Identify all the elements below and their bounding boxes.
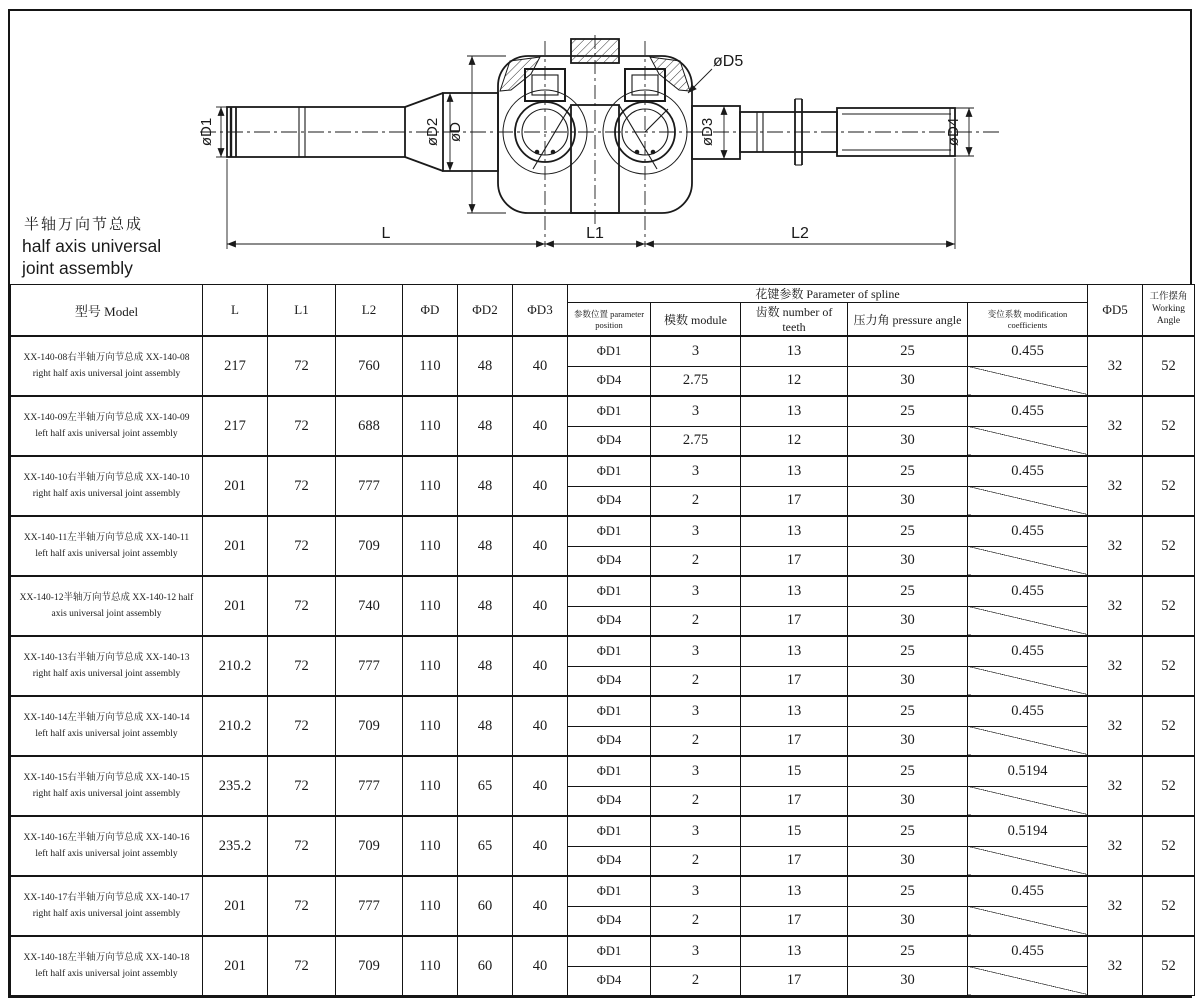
cell-d5: 32 [1088, 936, 1143, 996]
cell-module: 3 [651, 696, 741, 726]
cell-L2: 777 [336, 636, 403, 696]
cell-L1: 72 [268, 696, 336, 756]
cell-teeth: 13 [741, 576, 848, 606]
slash-cell [968, 366, 1088, 396]
cell-teeth: 17 [741, 546, 848, 576]
cell-modification: 0.455 [968, 936, 1088, 966]
cell-pressure-angle: 30 [848, 846, 968, 876]
cell-teeth: 13 [741, 696, 848, 726]
cell-d: 110 [403, 816, 458, 876]
cell-working-angle: 52 [1143, 576, 1195, 636]
cell-modification: 0.5194 [968, 816, 1088, 846]
model-cn: XX-140-14左半轴万向节总成 [23, 712, 144, 723]
slash-cell [968, 966, 1088, 996]
model-en: XX-140-12 half axis universal joint assembly [51, 592, 194, 619]
assembly-title-en1: half axis universal [22, 236, 162, 256]
cell-pressure-angle: 25 [848, 456, 968, 486]
table-row [11, 456, 1195, 486]
cell-teeth: 13 [741, 456, 848, 486]
cell-working-angle: 52 [1143, 876, 1195, 936]
cell-working-angle: 52 [1143, 756, 1195, 816]
slash-cell [968, 846, 1088, 876]
cell-module: 2 [651, 726, 741, 756]
cell-L1: 72 [268, 876, 336, 936]
slash-cell [968, 486, 1088, 516]
model-cell [11, 696, 203, 756]
model-cell [11, 336, 203, 396]
cell-d3: 40 [513, 696, 568, 756]
table-row [11, 576, 1195, 606]
slash-cell [968, 546, 1088, 576]
cell-spline-position: ΦD1 [568, 576, 651, 606]
cell-d2: 48 [458, 456, 513, 516]
col-model: 型号 Model [11, 285, 203, 337]
title-block [21, 215, 161, 278]
table-row [11, 816, 1195, 846]
model-cell [11, 516, 203, 576]
sheet-frame [8, 9, 1192, 998]
cell-pressure-angle: 30 [848, 966, 968, 996]
model-en: XX-140-08 right half axis universal joint assembly [32, 352, 190, 379]
cell-teeth: 17 [741, 966, 848, 996]
cell-d2: 65 [458, 756, 513, 816]
cell-d2: 48 [458, 696, 513, 756]
cell-d3: 40 [513, 336, 568, 396]
col-L1: L1 [268, 285, 336, 337]
cell-pressure-angle: 25 [848, 396, 968, 426]
cell-working-angle: 52 [1143, 936, 1195, 996]
cell-L2: 709 [336, 816, 403, 876]
d5-label: øD5 [713, 53, 744, 70]
cell-d2: 48 [458, 396, 513, 456]
cell-module: 2 [651, 546, 741, 576]
cell-module: 3 [651, 936, 741, 966]
cell-module: 2.75 [651, 426, 741, 456]
col-param-position: 参数位置 parameter position [568, 303, 651, 337]
cell-d: 110 [403, 576, 458, 636]
cell-L: 217 [203, 396, 268, 456]
cell-module: 2 [651, 906, 741, 936]
cell-spline-position: ΦD1 [568, 516, 651, 546]
model-cell [11, 576, 203, 636]
cell-teeth: 17 [741, 786, 848, 816]
cell-module: 2 [651, 846, 741, 876]
slash-cell [968, 426, 1088, 456]
cell-spline-position: ΦD4 [568, 426, 651, 456]
cell-d5: 32 [1088, 456, 1143, 516]
table-row [11, 756, 1195, 786]
cell-d5: 32 [1088, 876, 1143, 936]
cell-teeth: 15 [741, 816, 848, 846]
model-cell [11, 396, 203, 456]
cell-d: 110 [403, 876, 458, 936]
cell-d5: 32 [1088, 696, 1143, 756]
cell-d: 110 [403, 456, 458, 516]
cell-L: 201 [203, 516, 268, 576]
cell-d3: 40 [513, 396, 568, 456]
cell-L: 235.2 [203, 816, 268, 876]
cell-d5: 32 [1088, 816, 1143, 876]
cell-pressure-angle: 30 [848, 366, 968, 396]
cell-spline-position: ΦD4 [568, 786, 651, 816]
d1-label: øD1 [198, 117, 215, 147]
cell-teeth: 12 [741, 426, 848, 456]
cell-L: 201 [203, 576, 268, 636]
model-cn: XX-140-11左半轴万向节总成 [23, 532, 144, 543]
cell-spline-position: ΦD1 [568, 456, 651, 486]
cell-d5: 32 [1088, 396, 1143, 456]
L-label: L [381, 225, 391, 242]
cell-d3: 40 [513, 876, 568, 936]
cell-L1: 72 [268, 516, 336, 576]
cell-d5: 32 [1088, 636, 1143, 696]
col-module: 模数 module [651, 303, 741, 337]
cell-module: 3 [651, 456, 741, 486]
cell-L2: 777 [336, 456, 403, 516]
cell-d3: 40 [513, 636, 568, 696]
model-cell [11, 816, 203, 876]
d-dimension [467, 56, 506, 213]
slash-cell [968, 906, 1088, 936]
model-en: XX-140-18 left half axis universal joint assembly [35, 952, 190, 979]
cell-module: 2 [651, 786, 741, 816]
assembly-title-cn: 半轴万向节总成 [24, 216, 144, 233]
model-cn: XX-140-10右半轴万向节总成 [23, 472, 144, 483]
col-working-angle [1143, 285, 1195, 337]
cell-d3: 40 [513, 816, 568, 876]
cell-module: 2 [651, 606, 741, 636]
cell-module: 3 [651, 636, 741, 666]
cell-d3: 40 [513, 756, 568, 816]
cell-pressure-angle: 30 [848, 726, 968, 756]
working-angle-cn: 工作摆角 [1149, 292, 1188, 303]
cell-d5: 32 [1088, 756, 1143, 816]
cell-teeth: 13 [741, 516, 848, 546]
model-en: XX-140-17 right half axis universal joint assembly [32, 892, 190, 919]
cell-d2: 60 [458, 936, 513, 996]
cell-modification: 0.455 [968, 396, 1088, 426]
cell-module: 2 [651, 666, 741, 696]
cell-teeth: 13 [741, 336, 848, 366]
col-d2: ΦD2 [458, 285, 513, 337]
model-cell [11, 876, 203, 936]
cell-L2: 777 [336, 876, 403, 936]
cell-teeth: 13 [741, 396, 848, 426]
cell-L2: 709 [336, 516, 403, 576]
slash-cell [968, 726, 1088, 756]
cell-modification: 0.455 [968, 336, 1088, 366]
model-en: XX-140-11 left half axis universal joint assembly [35, 532, 190, 559]
cell-d: 110 [403, 396, 458, 456]
cell-d: 110 [403, 696, 458, 756]
cell-pressure-angle: 25 [848, 636, 968, 666]
cell-L1: 72 [268, 756, 336, 816]
cell-pressure-angle: 25 [848, 756, 968, 786]
cell-spline-position: ΦD4 [568, 366, 651, 396]
cell-pressure-angle: 25 [848, 696, 968, 726]
cell-L: 210.2 [203, 696, 268, 756]
cell-L2: 777 [336, 756, 403, 816]
cell-spline-position: ΦD4 [568, 846, 651, 876]
cell-module: 3 [651, 756, 741, 786]
cell-teeth: 15 [741, 756, 848, 786]
cell-module: 2.75 [651, 366, 741, 396]
cell-d5: 32 [1088, 336, 1143, 396]
cell-pressure-angle: 25 [848, 816, 968, 846]
cell-spline-position: ΦD4 [568, 606, 651, 636]
model-en: XX-140-14 left half axis universal joint assembly [35, 712, 190, 739]
cell-modification: 0.455 [968, 456, 1088, 486]
cell-working-angle: 52 [1143, 636, 1195, 696]
model-cn: XX-140-08右半轴万向节总成 [23, 352, 144, 363]
cell-d: 110 [403, 936, 458, 996]
cell-L: 210.2 [203, 636, 268, 696]
slash-cell [968, 666, 1088, 696]
spline-group-header: 花键参数 Parameter of spline [568, 285, 1088, 303]
cell-spline-position: ΦD4 [568, 966, 651, 996]
cell-module: 2 [651, 486, 741, 516]
cell-pressure-angle: 25 [848, 576, 968, 606]
model-en: XX-140-09 left half axis universal joint assembly [35, 412, 190, 439]
model-en: XX-140-16 left half axis universal joint assembly [35, 832, 190, 859]
cell-spline-position: ΦD1 [568, 336, 651, 366]
cell-module: 3 [651, 576, 741, 606]
cell-spline-position: ΦD4 [568, 906, 651, 936]
cell-modification: 0.5194 [968, 756, 1088, 786]
table-row [11, 696, 1195, 726]
cell-module: 2 [651, 966, 741, 996]
cell-pressure-angle: 25 [848, 876, 968, 906]
cell-modification: 0.455 [968, 636, 1088, 666]
cell-d3: 40 [513, 936, 568, 996]
col-teeth: 齿数 number of teeth [741, 303, 848, 337]
spec-table-body [11, 336, 1195, 996]
cell-modification: 0.455 [968, 516, 1088, 546]
cell-L2: 740 [336, 576, 403, 636]
cell-L2: 709 [336, 696, 403, 756]
working-angle-en: Working Angle [1152, 304, 1186, 326]
cell-module: 3 [651, 396, 741, 426]
model-cn: XX-140-09左半轴万向节总成 [23, 412, 144, 423]
cell-L1: 72 [268, 456, 336, 516]
cell-d3: 40 [513, 456, 568, 516]
cell-pressure-angle: 30 [848, 426, 968, 456]
col-modification: 变位系数 modification coefficients [968, 303, 1088, 337]
cell-spline-position: ΦD1 [568, 756, 651, 786]
cell-d2: 60 [458, 876, 513, 936]
assembly-title-en2: joint assembly [22, 258, 133, 278]
cell-pressure-angle: 25 [848, 516, 968, 546]
L1-label: L1 [586, 225, 604, 242]
cell-L: 201 [203, 936, 268, 996]
cell-pressure-angle: 30 [848, 546, 968, 576]
cell-d3: 40 [513, 576, 568, 636]
cell-d5: 32 [1088, 576, 1143, 636]
cell-working-angle: 52 [1143, 396, 1195, 456]
col-pressure-angle: 压力角 pressure angle [848, 303, 968, 337]
cell-pressure-angle: 30 [848, 486, 968, 516]
table-row [11, 876, 1195, 906]
cell-spline-position: ΦD1 [568, 696, 651, 726]
cell-spline-position: ΦD4 [568, 666, 651, 696]
cell-L1: 72 [268, 636, 336, 696]
cell-teeth: 13 [741, 876, 848, 906]
cell-module: 3 [651, 336, 741, 366]
cell-d: 110 [403, 756, 458, 816]
d4-label: øD4 [945, 117, 962, 147]
cell-L1: 72 [268, 336, 336, 396]
cell-L1: 72 [268, 396, 336, 456]
cell-d2: 48 [458, 636, 513, 696]
cell-pressure-angle: 25 [848, 336, 968, 366]
slash-cell [968, 606, 1088, 636]
spec-table [10, 284, 1195, 996]
cell-spline-position: ΦD1 [568, 876, 651, 906]
table-row [11, 636, 1195, 666]
d-label: øD [447, 122, 464, 142]
cell-teeth: 17 [741, 606, 848, 636]
col-d: ΦD [403, 285, 458, 337]
cell-L1: 72 [268, 936, 336, 996]
cell-L: 201 [203, 876, 268, 936]
cell-teeth: 17 [741, 906, 848, 936]
cell-L: 217 [203, 336, 268, 396]
cell-modification: 0.455 [968, 876, 1088, 906]
cell-teeth: 17 [741, 666, 848, 696]
cell-d5: 32 [1088, 516, 1143, 576]
cell-module: 3 [651, 876, 741, 906]
table-row [11, 396, 1195, 426]
cell-working-angle: 52 [1143, 456, 1195, 516]
d3-label: øD3 [699, 117, 716, 147]
cell-d2: 48 [458, 516, 513, 576]
cell-pressure-angle: 30 [848, 786, 968, 816]
col-L: L [203, 285, 268, 337]
cell-spline-position: ΦD1 [568, 396, 651, 426]
cell-L: 235.2 [203, 756, 268, 816]
header-group-row [11, 285, 1195, 303]
col-d3: ΦD3 [513, 285, 568, 337]
table-row [11, 936, 1195, 966]
table-row [11, 516, 1195, 546]
cell-module: 3 [651, 516, 741, 546]
model-cn: XX-140-18左半轴万向节总成 [23, 952, 144, 963]
cell-teeth: 17 [741, 726, 848, 756]
cell-d2: 48 [458, 336, 513, 396]
cell-d: 110 [403, 636, 458, 696]
model-en: XX-140-10 right half axis universal joint assembly [32, 472, 190, 499]
model-cell [11, 936, 203, 996]
L2-label: L2 [791, 225, 809, 242]
cell-working-angle: 52 [1143, 696, 1195, 756]
assembly-drawing [10, 11, 1194, 284]
cell-d2: 65 [458, 816, 513, 876]
cell-d3: 40 [513, 516, 568, 576]
cell-L1: 72 [268, 576, 336, 636]
cell-working-angle: 52 [1143, 516, 1195, 576]
model-cn: XX-140-13右半轴万向节总成 [23, 652, 144, 663]
cell-pressure-angle: 30 [848, 606, 968, 636]
cell-modification: 0.455 [968, 576, 1088, 606]
cell-d: 110 [403, 516, 458, 576]
cell-teeth: 13 [741, 636, 848, 666]
cell-working-angle: 52 [1143, 336, 1195, 396]
cell-pressure-angle: 25 [848, 936, 968, 966]
cell-pressure-angle: 30 [848, 906, 968, 936]
cell-spline-position: ΦD1 [568, 936, 651, 966]
cell-module: 3 [651, 816, 741, 846]
model-cn: XX-140-16左半轴万向节总成 [23, 832, 144, 843]
model-en: XX-140-15 right half axis universal joint assembly [32, 772, 190, 799]
model-cell [11, 636, 203, 696]
model-cn: XX-140-17右半轴万向节总成 [23, 892, 144, 903]
cell-teeth: 17 [741, 486, 848, 516]
col-L2: L2 [336, 285, 403, 337]
cell-pressure-angle: 30 [848, 666, 968, 696]
cell-spline-position: ΦD4 [568, 726, 651, 756]
cell-spline-position: ΦD1 [568, 636, 651, 666]
model-cell [11, 456, 203, 516]
cell-d: 110 [403, 336, 458, 396]
cell-L2: 688 [336, 396, 403, 456]
model-en: XX-140-13 right half axis universal joint assembly [32, 652, 190, 679]
cell-spline-position: ΦD4 [568, 486, 651, 516]
model-cn: XX-140-15右半轴万向节总成 [23, 772, 144, 783]
slash-cell [968, 786, 1088, 816]
cell-L: 201 [203, 456, 268, 516]
cell-L2: 760 [336, 336, 403, 396]
cell-working-angle: 52 [1143, 816, 1195, 876]
cell-teeth: 17 [741, 846, 848, 876]
col-d5: ΦD5 [1088, 285, 1143, 337]
cell-teeth: 13 [741, 936, 848, 966]
model-cell [11, 756, 203, 816]
cell-modification: 0.455 [968, 696, 1088, 726]
cell-L2: 709 [336, 936, 403, 996]
d2-label: øD2 [424, 117, 441, 147]
table-row [11, 336, 1195, 366]
model-cn: XX-140-12半轴万向节总成 [19, 592, 130, 603]
cell-teeth: 12 [741, 366, 848, 396]
cell-d2: 48 [458, 576, 513, 636]
cell-L1: 72 [268, 816, 336, 876]
cell-spline-position: ΦD4 [568, 546, 651, 576]
cell-spline-position: ΦD1 [568, 816, 651, 846]
